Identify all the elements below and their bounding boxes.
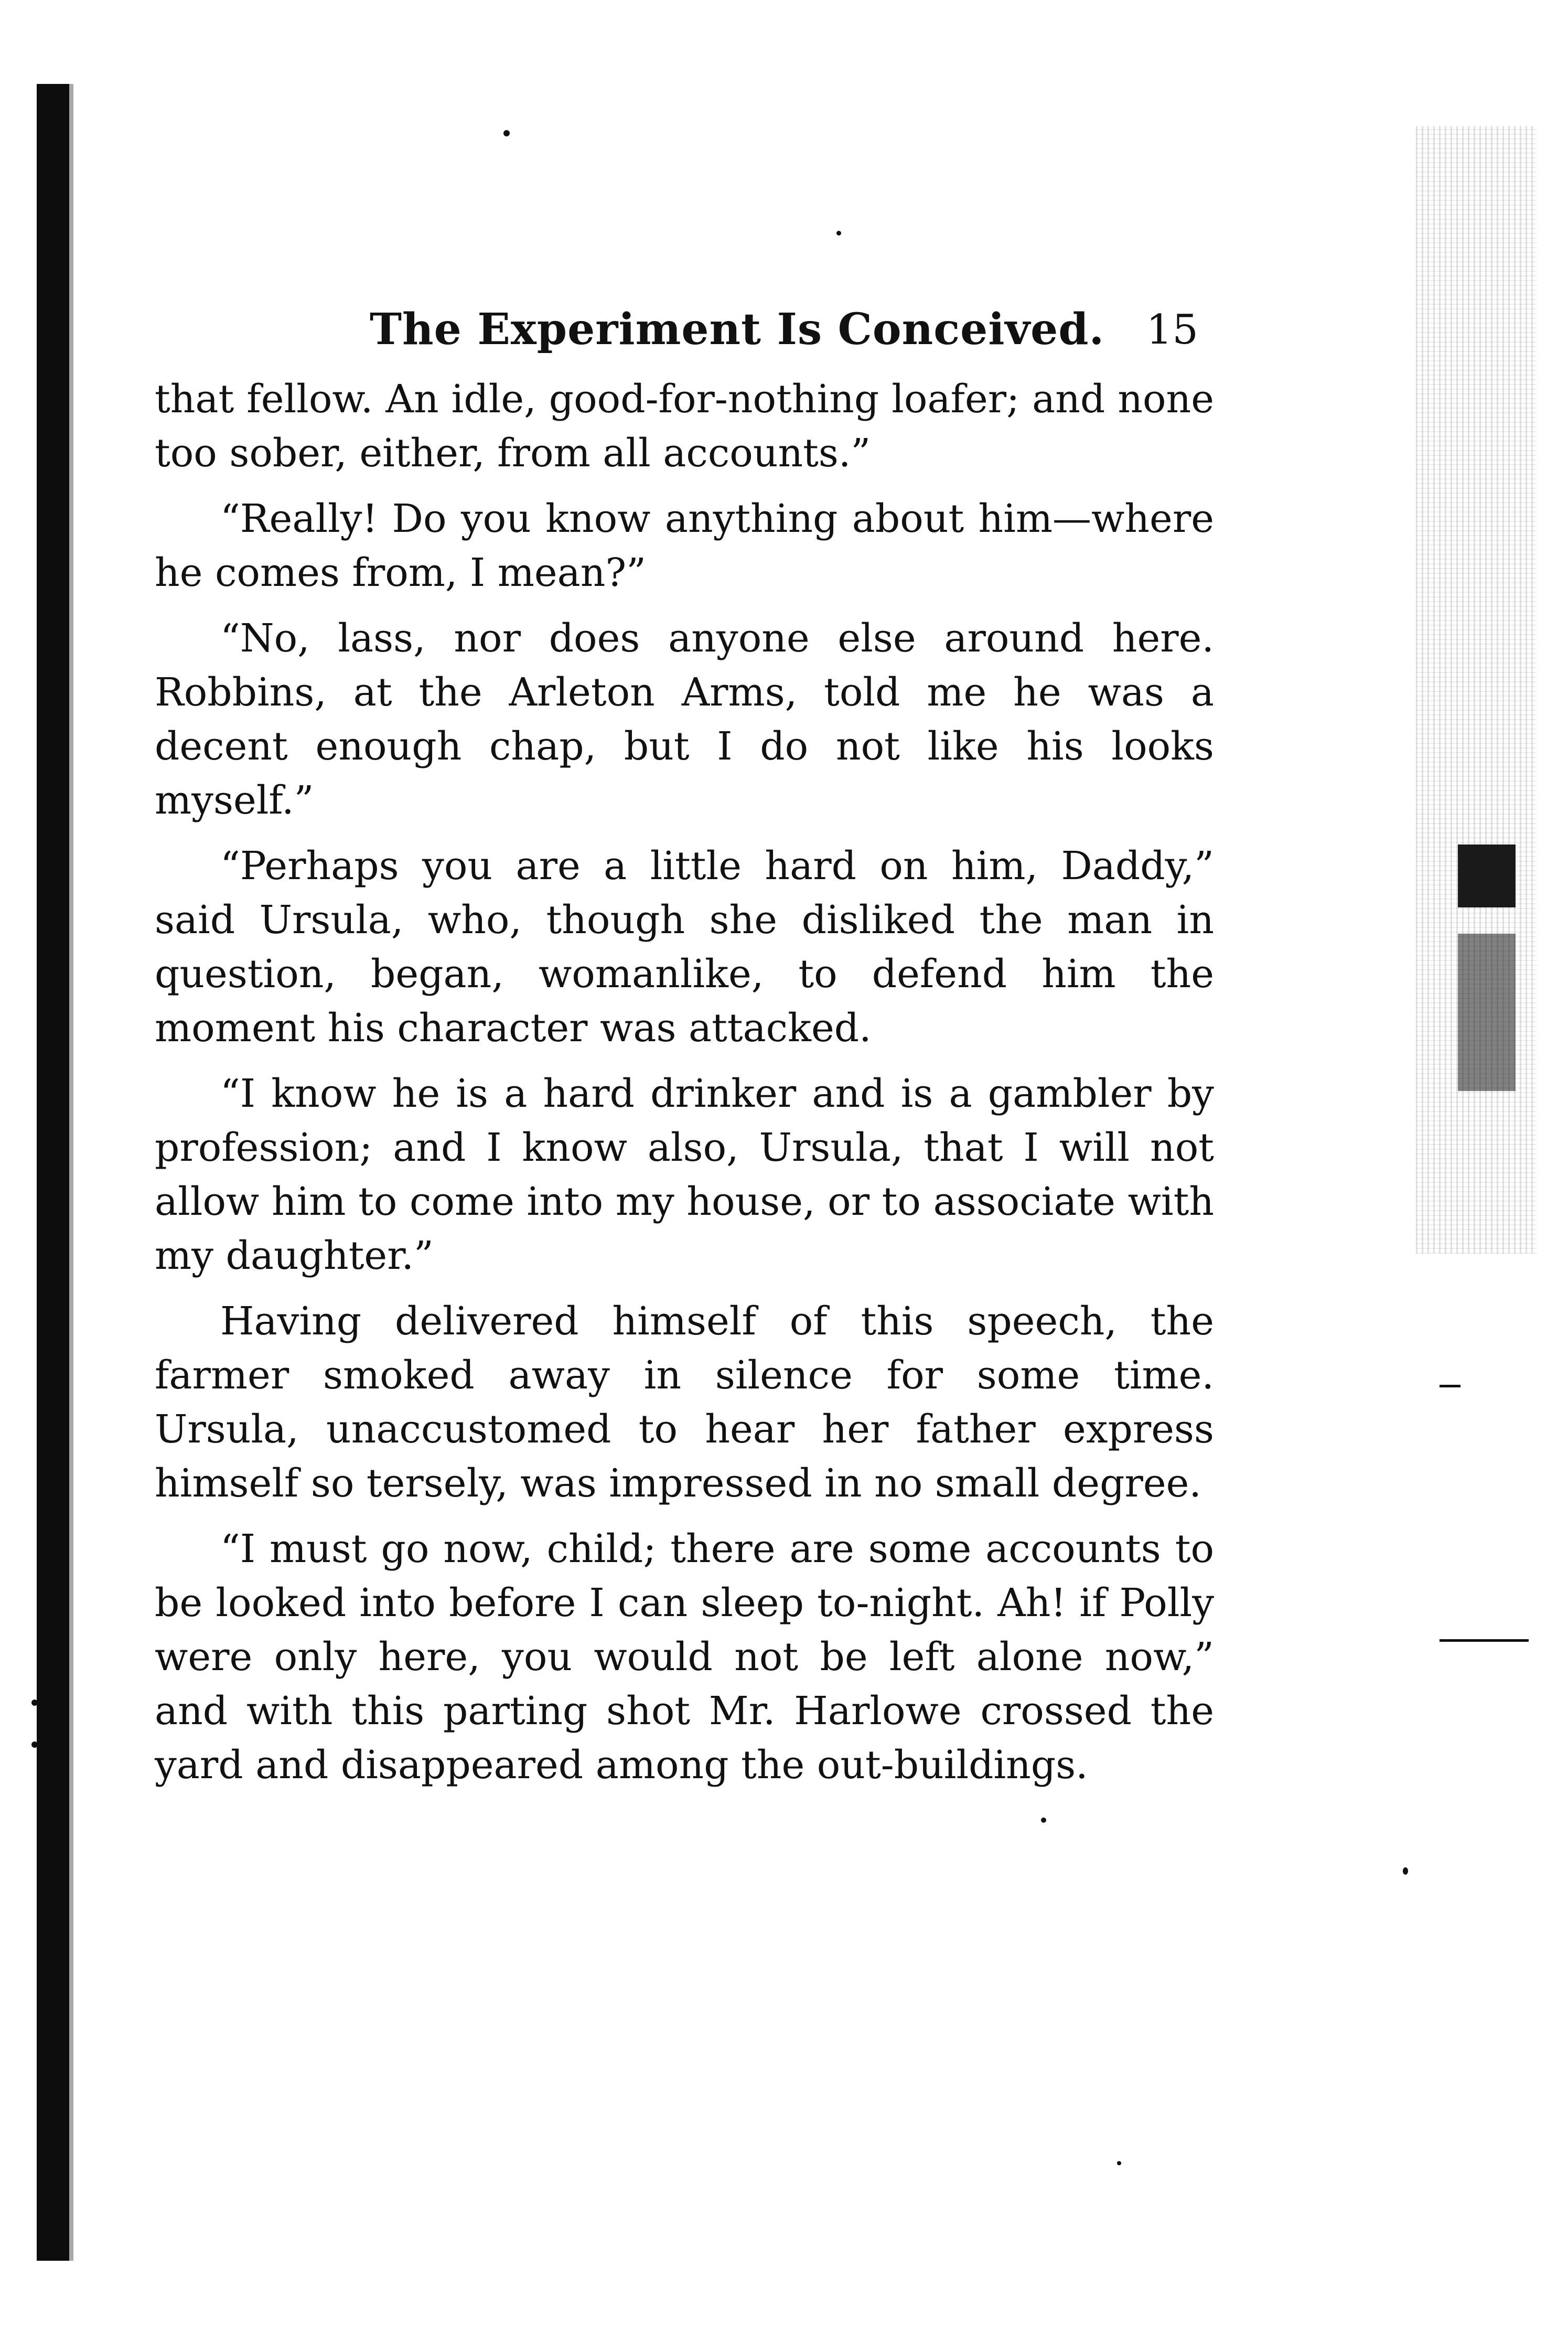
- page-number: 15: [1146, 306, 1198, 354]
- binding-shadow-edge: [69, 84, 73, 2261]
- scan-speck: [1117, 2161, 1121, 2165]
- scan-speck: [31, 1699, 38, 1706]
- running-head: [155, 294, 1214, 372]
- scan-rule: [1440, 1385, 1460, 1387]
- paragraph: Having delivered himself of this speech, the farmer smoked away in silence for some time. Ursula, unaccustomed to hear her father express himself so tersely, was impressed in no small degree.: [155, 1299, 1214, 1506]
- scan-blot: [1458, 845, 1516, 907]
- scan-speck: [503, 130, 510, 136]
- body-text: [155, 372, 1214, 1792]
- book-page: [155, 294, 1214, 1804]
- scan-speck: [1403, 1867, 1408, 1875]
- scan-blot: [1458, 934, 1516, 1091]
- scan-speck: [836, 231, 841, 236]
- chapter-title: The Experiment Is Conceived.: [370, 304, 1105, 355]
- binding-shadow: [37, 84, 69, 2261]
- scan-speck: [31, 1741, 38, 1748]
- paragraph: “I must go now, child; there are some accounts to be looked into before I can sleep to-night. Ah! if Polly were only here, you would not be left alone now,” and with this parting shot Mr. Harlowe crossed the yard and disappeared among the out-buildings.: [155, 1526, 1214, 1788]
- paragraph: “I know he is a hard drinker and is a gambler by profession; and I know also, Ursula, that I will not allow him to come into my house, or to associate with my daughter.”: [155, 1071, 1214, 1278]
- paragraph: “Really! Do you know anything about him—where he comes from, I mean?”: [155, 496, 1214, 595]
- paragraph: that fellow. An idle, good-for-nothing loafer; and none too sober, either, from all accounts.”: [155, 377, 1214, 476]
- paragraph: “Perhaps you are a little hard on him, Daddy,” said Ursula, who, though she disliked the man in question, began, womanlike, to defend him the moment his character was attacked.: [155, 843, 1214, 1051]
- paragraph: “No, lass, nor does anyone else around here. Robbins, at the Arleton Arms, told me he was a decent enough chap, but I do not like his looks myself.”: [155, 616, 1214, 823]
- scan-rule: [1440, 1639, 1529, 1642]
- scan-speck: [1041, 1818, 1046, 1823]
